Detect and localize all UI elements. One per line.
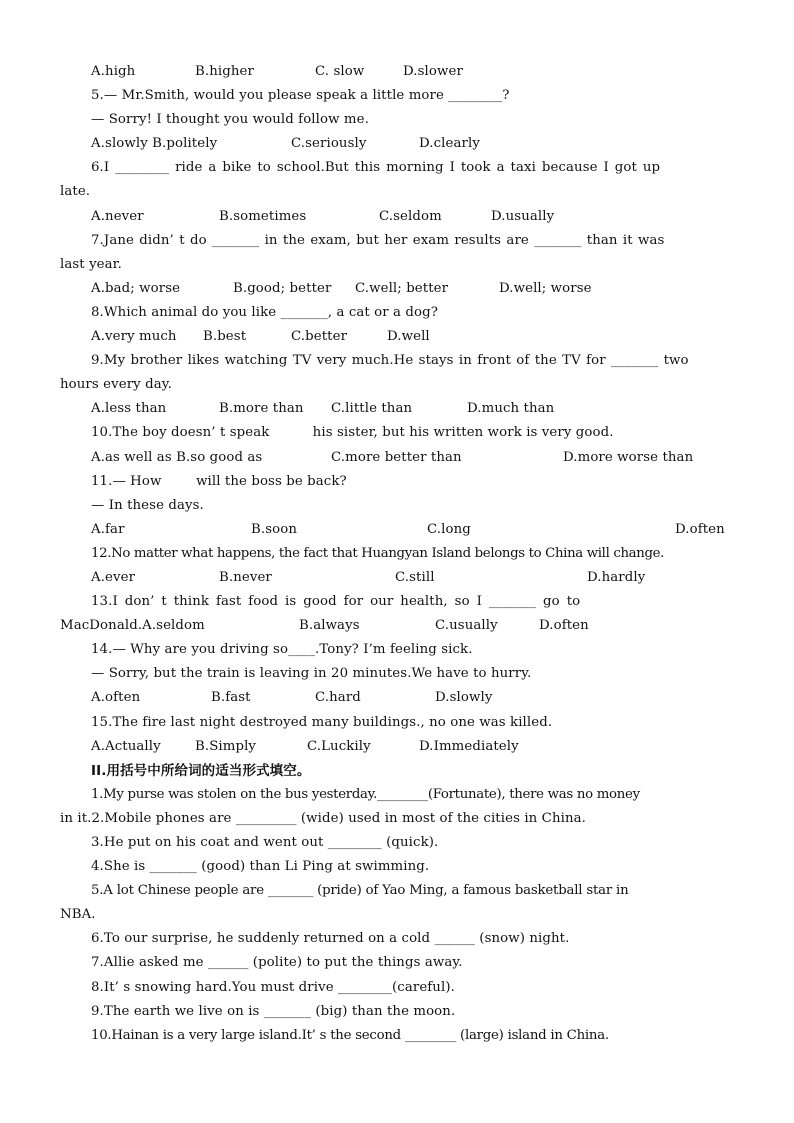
option: C. slow [315, 64, 365, 79]
q12-stem: 12.No matter what happens, the fact that Huangyan Island belongs to China will change. [91, 545, 665, 561]
option: B.good; better [233, 280, 332, 296]
p2-q5: 5.A lot Chinese people are _______ (pride) of Yao Ming, a famous basketball star in [91, 883, 629, 899]
q9-stem: 9.My brother likes watching TV very much.He stays in front of the TV for _______ two [91, 353, 689, 369]
p2-q7: 7.Allie asked me ______ (polite) to put the things away. [91, 955, 463, 971]
q13-stem-cont: MacDonald.A.seldom [60, 618, 205, 634]
q6-stem: 6.I ________ ride a bike to school.But this morning I took a taxi because I got up [91, 160, 661, 176]
option: A.bad; worse [91, 280, 181, 296]
option: C.Luckily [307, 738, 371, 754]
q6-stem-cont: late. [60, 184, 91, 200]
q7-stem-cont: last year. [60, 256, 123, 272]
option: B.soon [251, 521, 297, 537]
option: C.more better than [331, 449, 462, 465]
q7-stem: 7.Jane didn’ t do _______ in the exam, but her exam results are _______ than it was [91, 232, 665, 248]
option: B.sometimes [219, 208, 307, 224]
q14-reply: — Sorry, but the train is leaving in 20 minutes.We have to hurry. [91, 666, 532, 682]
q10-stem: 10.The boy doesn’ t speak his sister, but his written work is very good. [91, 425, 614, 441]
q13-options [0, 614, 794, 638]
option: A.never [91, 208, 144, 224]
p2-q5-cont: NBA. [60, 907, 96, 923]
option: A.Actually [91, 738, 161, 754]
option: C.better [291, 329, 348, 345]
option: C.seldom [379, 208, 442, 224]
option: B.always [299, 618, 360, 634]
q10-options [0, 446, 794, 470]
option: A.ever [91, 569, 136, 585]
option: D.well; worse [499, 280, 592, 296]
option: D.Immediately [419, 738, 519, 754]
q9-stem-cont: hours every day. [60, 377, 172, 393]
q11-stem: 11.— How will the boss be back? [91, 473, 347, 489]
worksheet [0, 60, 794, 1048]
q15-stem: 15.The fire last night destroyed many buildings., no one was killed. [91, 714, 553, 730]
q5-stem: 5.— Mr.Smith, would you please speak a little more ________? [91, 88, 510, 104]
option: D.more worse than [563, 449, 694, 465]
option: D.slower [403, 64, 463, 79]
option: C.still [395, 569, 435, 585]
q7-options [0, 277, 794, 301]
p2-q9: 9.The earth we live on is _______ (big) than the moon. [91, 1003, 456, 1019]
option: A.high [91, 64, 136, 79]
p2-q6: 6.To our surprise, he suddenly returned on a cold ______ (snow) night. [91, 931, 570, 947]
option: C.little than [331, 401, 413, 417]
option: C.usually [435, 618, 498, 634]
q14-options [0, 686, 794, 710]
q13-stem: 13.I don’ t think fast food is good for our health, so I _______ go to [91, 594, 581, 610]
q12-options [0, 566, 794, 590]
p2-q1-cont: in it.2.Mobile phones are _________ (wide) used in most of the cities in China. [60, 810, 586, 826]
q5-options [0, 132, 794, 156]
option: B.fast [211, 690, 251, 706]
q8-options [0, 325, 794, 349]
q11-reply: — In these days. [91, 497, 204, 513]
q15-options [0, 735, 794, 759]
p2-q3: 3.He put on his coat and went out ________ (quick). [91, 835, 439, 850]
option: D.much than [467, 401, 555, 417]
q5-reply: — Sorry! I thought you would follow me. [91, 112, 369, 128]
option: A.often [91, 690, 141, 706]
option: D.often [539, 618, 589, 634]
option: B.higher [195, 64, 254, 79]
option: B.never [219, 569, 272, 585]
option: D.usually [491, 208, 555, 224]
q6-options [0, 205, 794, 229]
q9-options [0, 397, 794, 421]
option: B.Simply [195, 738, 257, 754]
option: D.clearly [419, 136, 480, 152]
option: A.less than [91, 401, 167, 417]
option: B.more than [219, 401, 304, 417]
option: C.well; better [355, 280, 449, 296]
section-heading: II.用括号中所给词的适当形式填空。 [91, 762, 311, 779]
option: D.well [387, 329, 430, 345]
option: A.as well as B.so good as [91, 449, 263, 465]
option: C.seriously [291, 136, 367, 152]
option: C.hard [315, 690, 361, 706]
option: C.long [427, 521, 471, 537]
p2-q10: 10.Hainan is a very large island.It’ s the second ________ (large) island in China. [91, 1027, 609, 1043]
q11-options [0, 518, 794, 542]
option: D.hardly [587, 569, 646, 585]
p2-q4: 4.She is _______ (good) than Li Ping at swimming. [91, 859, 430, 875]
q4-options [0, 60, 794, 84]
p2-q1: 1.My purse was stolen on the bus yesterday.________(Fortunate), there was no money [91, 786, 640, 802]
p2-q8: 8.It’ s snowing hard.You must drive ________(careful). [91, 979, 455, 995]
option: D.slowly [435, 690, 493, 706]
option: A.very much [91, 329, 177, 345]
option: A.far [91, 521, 125, 537]
option: B.best [203, 329, 247, 345]
q8-stem: 8.Which animal do you like _______, a cat or a dog? [91, 304, 438, 320]
option: A.slowly B.politely [91, 136, 218, 152]
q14-stem: 14.— Why are you driving so____.Tony? I’m feeling sick. [91, 642, 473, 658]
option: D.often [675, 521, 725, 537]
